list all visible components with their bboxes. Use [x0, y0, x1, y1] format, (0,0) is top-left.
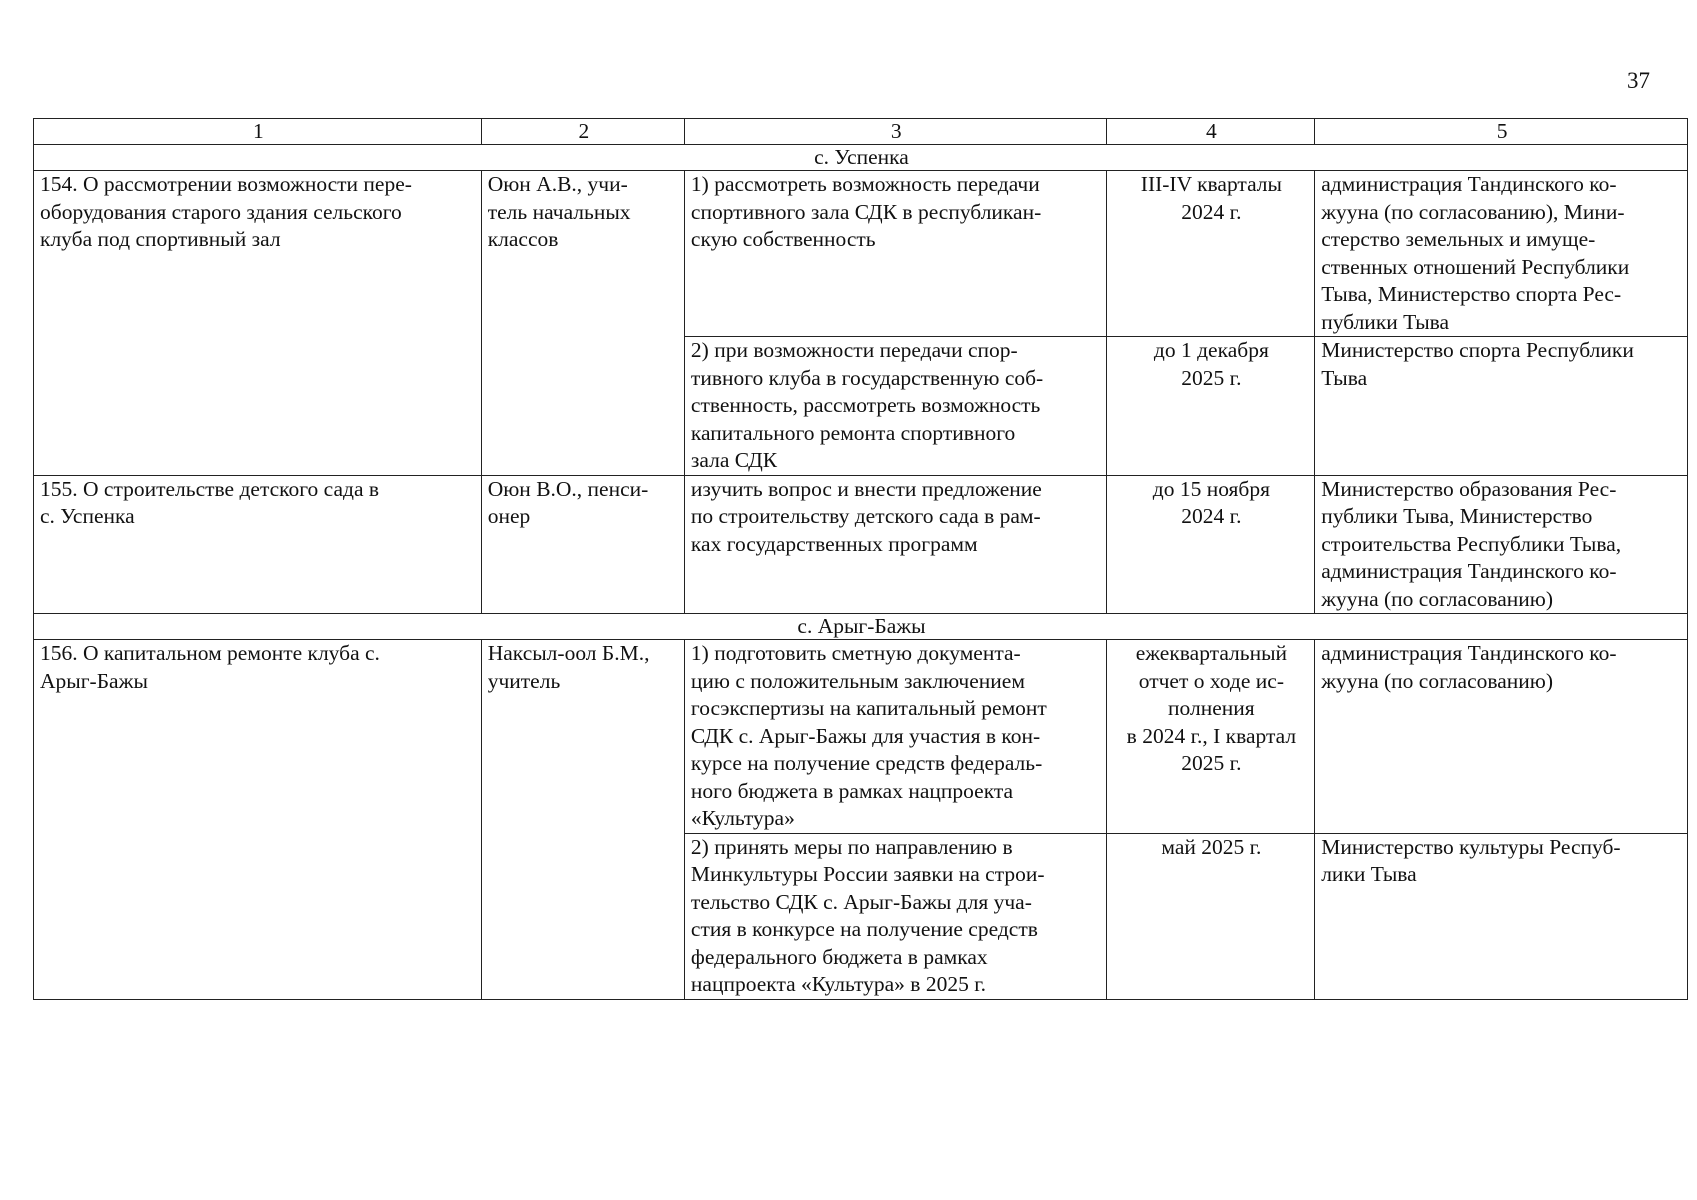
item-cell: 155. О строительстве детского сада в с. Успенка: [34, 475, 482, 614]
responsible-cell: администрация Тандинского ко- жууна (по согласованию), Мини- стерство земельных и имуще- ственных отношений Республики Тыва, Министерство спорта Рес- публики Тыва: [1315, 171, 1688, 337]
term-cell: III-IV кварталы 2024 г.: [1106, 171, 1315, 337]
action-cell: 1) рассмотреть возможность передачи спортивного зала СДК в республикан- скую собственность: [684, 171, 1106, 337]
section-title: с. Успенка: [34, 145, 1688, 171]
measures-table: [33, 118, 1688, 1000]
table-row: [34, 475, 1688, 614]
action-cell: 2) принять меры по направлению в Минкультуры России заявки на строи- тельство СДК с. Арыг-Бажы для уча- стия в конкурсе на получение средств федерального бюджета в рамках нацпроекта «Культура» в 2025 г.: [684, 833, 1106, 999]
section-row: [34, 614, 1688, 640]
author-cell: Наксыл-оол Б.М., учитель: [481, 640, 684, 1000]
table-row: [34, 171, 1688, 337]
term-cell: ежеквартальный отчет о ходе ис- полнения в 2024 г., I квартал 2025 г.: [1106, 640, 1315, 834]
column-header: 2: [481, 119, 684, 145]
column-header: 5: [1315, 119, 1688, 145]
action-cell: изучить вопрос и внести предложение по строительству детского сада в рам- ках государственных программ: [684, 475, 1106, 614]
section-row: [34, 145, 1688, 171]
table-row: [34, 640, 1688, 834]
section-title: с. Арыг-Бажы: [34, 614, 1688, 640]
column-header: 3: [684, 119, 1106, 145]
item-cell: 154. О рассмотрении возможности пере- оборудования старого здания сельского клуба под спортивный зал: [34, 171, 482, 476]
action-cell: 2) при возможности передачи спор- тивного клуба в государственную соб- ственность, рассмотреть возможность капитального ремонта спортивного зала СДК: [684, 337, 1106, 476]
table-header-row: [34, 119, 1688, 145]
column-header: 1: [34, 119, 482, 145]
action-cell: 1) подготовить сметную документа- цию с положительным заключением госэкспертизы на капитальный ремонт СДК с. Арыг-Бажы для участия в кон- курсе на получение средств федераль- ного бюджета в рамках нацпроекта «Культура»: [684, 640, 1106, 834]
page-number: 37: [1627, 68, 1650, 93]
responsible-cell: Министерство образования Рес- публики Тыва, Министерство строительства Республики Тыва, администрация Тандинского ко- жууна (по согласованию): [1315, 475, 1688, 614]
term-cell: до 15 ноября 2024 г.: [1106, 475, 1315, 614]
responsible-cell: Министерство спорта Республики Тыва: [1315, 337, 1688, 476]
column-header: 4: [1106, 119, 1315, 145]
responsible-cell: администрация Тандинского ко- жууна (по согласованию): [1315, 640, 1688, 834]
author-cell: Оюн А.В., учи- тель начальных классов: [481, 171, 684, 476]
term-cell: до 1 декабря 2025 г.: [1106, 337, 1315, 476]
item-cell: 156. О капитальном ремонте клуба с. Арыг-Бажы: [34, 640, 482, 1000]
term-cell: май 2025 г.: [1106, 833, 1315, 999]
responsible-cell: Министерство культуры Респуб- лики Тыва: [1315, 833, 1688, 999]
author-cell: Оюн В.О., пенси- онер: [481, 475, 684, 614]
